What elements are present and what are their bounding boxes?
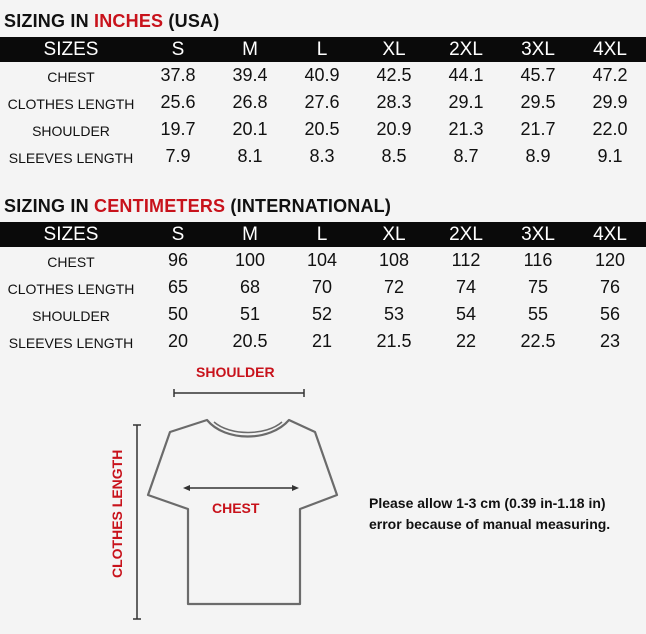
table-cell: 25.6 — [160, 92, 196, 112]
table-cell: 22.0 — [592, 119, 628, 139]
table-row — [0, 274, 646, 301]
table-cell: 70 — [311, 277, 333, 297]
table-cell: 52 — [311, 304, 333, 324]
table-row — [0, 301, 646, 328]
table-cell: 112 — [451, 250, 481, 270]
centimeters-size-table — [0, 222, 646, 355]
header-cell: M — [242, 223, 258, 245]
inches-title-prefix: SIZING IN — [4, 11, 95, 31]
centimeters-title-accent: CENTIMETERS — [94, 196, 226, 216]
header-cell: SIZES — [43, 38, 99, 60]
row-label: CLOTHES LENGTH — [7, 95, 135, 112]
header-cell: M — [242, 38, 258, 60]
table-cell: 47.2 — [592, 65, 628, 85]
header-cell: XL — [382, 223, 406, 245]
header-cell: L — [316, 223, 328, 245]
row-label: SHOULDER — [32, 307, 110, 324]
header-cell: SIZES — [43, 223, 99, 245]
table-cell: 27.6 — [304, 92, 340, 112]
table-cell: 37.8 — [160, 65, 196, 85]
table-cell: 9.1 — [597, 146, 623, 166]
table-cell: 19.7 — [160, 119, 196, 139]
table-cell: 53 — [383, 304, 405, 324]
shoulder-label: SHOULDER — [196, 364, 275, 380]
table-cell: 21.7 — [520, 119, 556, 139]
inches-title — [4, 11, 219, 32]
table-cell: 22.5 — [520, 331, 556, 351]
table-cell: 23 — [599, 331, 621, 351]
table-cell: 21.3 — [448, 119, 484, 139]
table-cell: 20.5 — [304, 119, 340, 139]
header-cell: 3XL — [521, 223, 555, 245]
table-cell: 8.3 — [309, 146, 335, 166]
table-cell: 51 — [239, 304, 261, 324]
table-cell: 74 — [455, 277, 477, 297]
note-line-1: Please allow 1-3 cm (0.39 in-1.18 in) — [369, 495, 606, 511]
table-row — [0, 89, 646, 116]
table-cell: 68 — [239, 277, 261, 297]
centimeters-title-suffix: (INTERNATIONAL) — [225, 196, 392, 216]
measurement-note — [369, 493, 639, 535]
row-label: CHEST — [47, 253, 95, 270]
table-cell: 21 — [311, 331, 333, 351]
table-cell: 44.1 — [448, 65, 484, 85]
table-cell: 100 — [234, 250, 266, 270]
header-cell: S — [171, 223, 185, 245]
table-cell: 26.8 — [232, 92, 268, 112]
row-label: CLOTHES LENGTH — [7, 280, 135, 297]
table-cell: 22 — [455, 331, 477, 351]
table-cell: 45.7 — [520, 65, 556, 85]
table-row — [0, 116, 646, 143]
centimeters-title — [4, 196, 391, 217]
table-cell: 20.1 — [232, 119, 268, 139]
header-cell: 2XL — [449, 223, 483, 245]
inches-title-suffix: (USA) — [163, 11, 220, 31]
table-cell: 29.5 — [520, 92, 556, 112]
header-cell: L — [316, 38, 328, 60]
table-cell: 39.4 — [232, 65, 268, 85]
table-cell: 50 — [167, 304, 189, 324]
table-cell: 40.9 — [304, 65, 340, 85]
row-label: SLEEVES LENGTH — [8, 149, 134, 166]
table-cell: 20.9 — [376, 119, 412, 139]
header-cell: 4XL — [593, 38, 627, 60]
table-cell: 55 — [527, 304, 549, 324]
table-header-row — [0, 37, 646, 62]
table-cell: 42.5 — [376, 65, 412, 85]
header-cell: 2XL — [449, 38, 483, 60]
table-cell: 20 — [167, 331, 189, 351]
table-cell: 116 — [523, 250, 553, 270]
table-cell: 21.5 — [376, 331, 412, 351]
table-cell: 72 — [383, 277, 405, 297]
table-cell: 8.9 — [525, 146, 551, 166]
clothes-length-label: CLOTHES LENGTH — [109, 449, 125, 578]
table-row — [0, 62, 646, 89]
table-cell: 8.7 — [453, 146, 479, 166]
table-row — [0, 328, 646, 355]
table-cell: 75 — [527, 277, 549, 297]
table-cell: 8.1 — [237, 146, 263, 166]
header-cell: S — [171, 38, 185, 60]
table-cell: 8.5 — [381, 146, 407, 166]
header-cell: XL — [382, 38, 406, 60]
chest-label: CHEST — [212, 500, 260, 516]
table-cell: 29.9 — [592, 92, 628, 112]
row-label: CHEST — [47, 68, 95, 85]
inches-size-table — [0, 37, 646, 170]
table-cell: 120 — [594, 250, 626, 270]
table-row — [0, 247, 646, 274]
table-cell: 20.5 — [232, 331, 268, 351]
header-cell: 4XL — [593, 223, 627, 245]
table-cell: 76 — [599, 277, 621, 297]
table-cell: 28.3 — [376, 92, 412, 112]
table-cell: 108 — [378, 250, 410, 270]
table-cell: 29.1 — [448, 92, 484, 112]
table-cell: 96 — [167, 250, 189, 270]
table-cell: 54 — [455, 304, 477, 324]
row-label: SLEEVES LENGTH — [8, 334, 134, 351]
table-cell: 7.9 — [165, 146, 191, 166]
centimeters-title-prefix: SIZING IN — [4, 196, 95, 216]
table-header-row — [0, 222, 646, 247]
table-cell: 65 — [167, 277, 189, 297]
table-row — [0, 143, 646, 170]
table-cell: 104 — [306, 250, 338, 270]
row-label: SHOULDER — [32, 122, 110, 139]
note-line-2: error because of manual measuring. — [369, 516, 611, 532]
table-cell: 56 — [599, 304, 621, 324]
header-cell: 3XL — [521, 38, 555, 60]
inches-title-accent: INCHES — [94, 11, 164, 31]
